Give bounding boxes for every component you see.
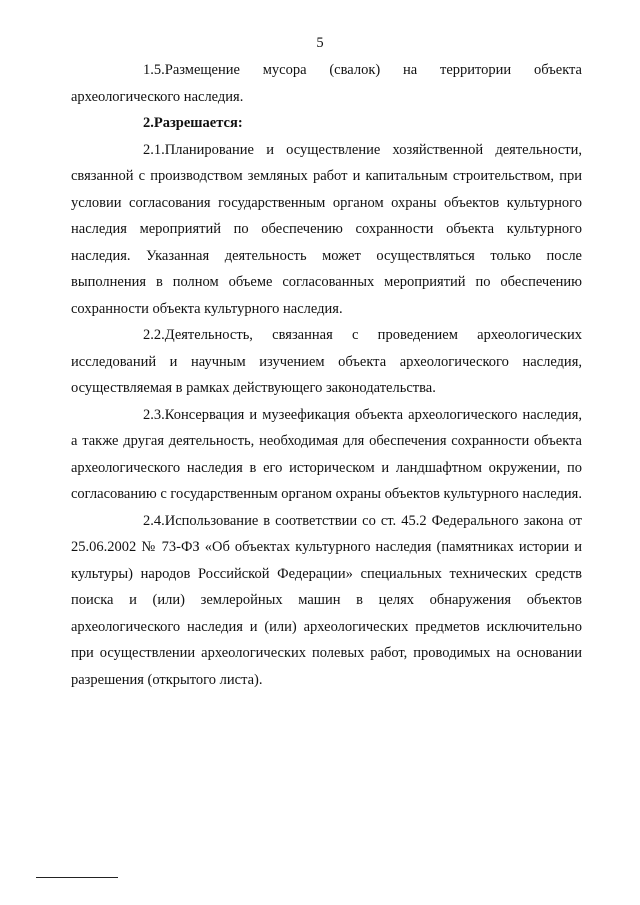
- clause-number: 1.5.: [143, 62, 165, 78]
- clause-2-4: [71, 508, 582, 694]
- clause-text: Использование в соответствии со ст. 45.2 Федерального закона от 25.06.2002 № 73-ФЗ «Об объектах культурного наследия (памятниках истории и культуры) народов Российской Федерации» специальных технических средств поиска и (или) землеройных машин в целях обнаружения объектов археологического наследия и (или) археологических предметов исключительно при осуществлении археологических полевых работ, проводимых на основании разрешения (открытого листа).: [71, 512, 582, 688]
- clause-text: Деятельность, связанная с проведением археологических исследований и научным изучением объекта археологического наследия, осуществляемая в рамках действующего законодательства.: [71, 327, 582, 396]
- clause-number: 2.2.: [143, 327, 165, 343]
- document-body: [71, 57, 582, 693]
- section-number: 2.: [143, 115, 154, 131]
- clause-1-5: [71, 57, 582, 110]
- clause-2-2: [71, 322, 582, 402]
- clause-2-1: [71, 137, 582, 323]
- clause-number: 2.3.: [143, 406, 165, 423]
- page-number: 5: [316, 35, 324, 51]
- section-title: Разрешается:: [153, 115, 243, 131]
- clause-2-3: [71, 402, 582, 508]
- clause-number: 2.1.: [143, 141, 165, 158]
- footnote-separator-line: [36, 877, 118, 878]
- clause-text: Размещение мусора (свалок) на территории объекта археологического наследия.: [71, 62, 582, 105]
- clause-text: Планирование и осуществление хозяйственной деятельности, связанной с производством земляных работ и капитальным строительством, при условии согласования государственным органом охраны объектов культурного наследия мероприятий по обеспечению сохранности объекта культурного наследия. Указанная деятельность может осуществляться только после выполнения в полном объеме согласованных мероприятий по обеспечению сохранности объекта культурного наследия.: [71, 141, 582, 317]
- section-heading: [71, 110, 582, 137]
- clause-text: Консервация и музеефикация объекта археологического наследия, а также другая деятельность, необходимая для обеспечения сохранности объекта археологического наследия в его историческом и ландшафтном окружении, по согласованию с государственным органом охраны объектов культурного наследия.: [71, 406, 582, 502]
- clause-number: 2.4.: [143, 512, 165, 529]
